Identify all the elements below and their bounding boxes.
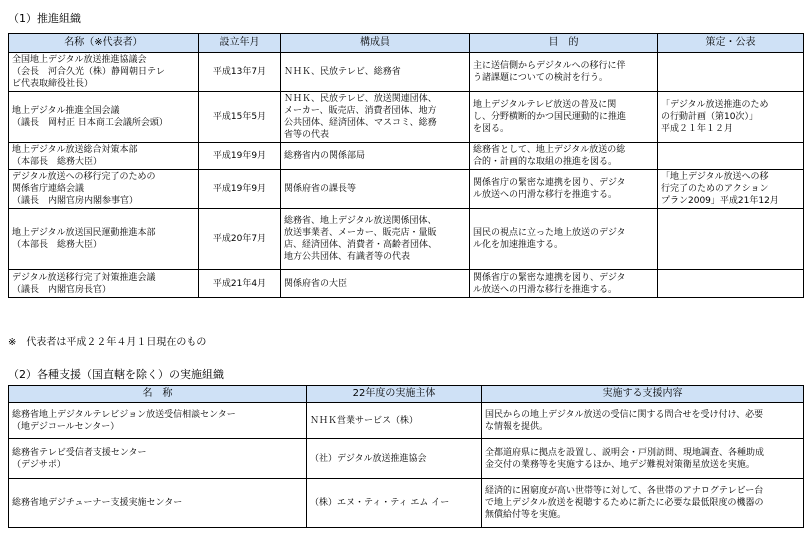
support-content-line: 金交付の業務等を実施するほか、地デジ難視対策衛星放送を実施。	[485, 459, 755, 470]
members	[281, 209, 470, 270]
org-name-line: 地上デジタル推進全国会議	[12, 106, 120, 116]
publication	[658, 92, 804, 143]
publication	[658, 270, 804, 298]
members	[281, 270, 470, 298]
members	[281, 53, 470, 92]
members-line: メーカー、販売店、消費者団体、地方	[284, 106, 437, 116]
purpose-line: ル放送への円滑な移行を推進する。	[473, 190, 618, 200]
purpose-line: 総務省として、地上デジタル放送の総	[473, 145, 626, 155]
section2-title: （2）各種支援（国直轄を除く）の実施組織	[8, 368, 224, 381]
established-date: 平成13年7月	[199, 53, 281, 92]
publication	[658, 143, 804, 170]
members-line: 総務省、地上デジタル放送関係団体、	[284, 216, 437, 226]
publication-line: 「地上デジタル放送への移	[661, 172, 769, 182]
purpose-line: 地上デジタルテレビ放送の普及に関	[473, 100, 617, 110]
purpose	[470, 143, 658, 170]
org-name	[9, 270, 199, 298]
established-date: 平成19年9月	[199, 170, 281, 209]
support-content	[482, 403, 804, 439]
purpose-line: 関係省庁の緊密な連携を図り、デジタ	[473, 178, 626, 188]
members-line: 省等の代表	[284, 130, 330, 140]
org-name-line: （デジサポ）	[12, 459, 66, 470]
org-name-line: 総務省テレビ受信者支援センター	[12, 447, 147, 458]
org-name-line: （議長 岡村正 日本商工会議所会頭）	[12, 118, 168, 128]
established-date: 平成20年7月	[199, 209, 281, 270]
table-row	[9, 209, 804, 270]
established-date: 平成15年5月	[199, 92, 281, 143]
implementing-entity: （株）エヌ・ティ・ティ エム イー	[307, 479, 482, 528]
support-content	[482, 479, 804, 528]
org-name-line: 地上デジタル放送国民運動推進本部	[12, 228, 156, 238]
header-members: 構成員	[281, 34, 470, 53]
promotion-organizations-table	[8, 33, 804, 298]
table-row	[9, 479, 804, 528]
org-name-line: デジタル放送移行完了対策推進会議	[12, 272, 156, 283]
header-support: 実施する支援内容	[482, 386, 804, 403]
publication	[658, 53, 804, 92]
org-name-line: 関係省庁連絡会議	[12, 184, 85, 194]
purpose	[470, 92, 658, 143]
purpose-line: 国民の視点に立った地上放送のデジタ	[473, 228, 626, 238]
table-row	[9, 270, 804, 298]
org-name-line: （会長 河合久光（株）静岡朝日テレ	[12, 67, 165, 77]
purpose	[470, 270, 658, 298]
implementing-entity: （社）デジタル放送推進協会	[307, 439, 482, 479]
org-name-line: （議長 内閣官房長官）	[12, 284, 112, 295]
members	[281, 92, 470, 143]
purpose-line: 主に送信側からデジタルへの移行に伴	[473, 61, 626, 71]
support-content-line: な情報を提供。	[485, 421, 549, 432]
org-name	[9, 92, 199, 143]
purpose-line: 合的・計画的な取組の推進を図る。	[473, 157, 618, 167]
org-name-line: （本部長 総務大臣）	[12, 240, 103, 250]
purpose-line: 関係省庁の緊密な連携を図り、デジタ	[473, 272, 626, 283]
org-name	[9, 53, 199, 92]
org-name-line: （議長 内閣官房内閣参事官）	[12, 196, 139, 206]
table-row	[9, 439, 804, 479]
members-line: 公共団体、経済団体、マスコミ、総務	[284, 118, 437, 128]
support-content-line: 国民からの地上デジタル放送の受信に関する問合せを受け付け、必要	[485, 409, 764, 420]
support-content-line: 全都道府県に拠点を設置し、説明会・戸別訪問、現地調査、各種助成	[485, 447, 765, 458]
footnote: ※ 代表者は平成２２年４月１日現在のもの	[8, 337, 207, 348]
members-line: 放送事業者、メーカー、販売店・量販	[284, 228, 437, 238]
purpose-line: を図る。	[473, 124, 510, 134]
org-name-line: 全国地上デジタル放送推進協議会	[12, 55, 147, 65]
org-name-line: 総務省地上デジタルテレビジョン放送受信相談センター	[12, 409, 236, 420]
org-name	[9, 143, 199, 170]
support-organizations-table	[8, 385, 804, 528]
section1-title: （1）推進組織	[8, 12, 81, 25]
members	[281, 170, 470, 209]
org-name	[9, 479, 307, 528]
header-established: 設立年月	[199, 34, 281, 53]
org-name-line: 総務省地デジチューナー支援実施センター	[12, 498, 183, 508]
org-name	[9, 439, 307, 479]
publication-line: 平成２１年１２月	[661, 124, 734, 134]
support-content-line: 無償給付等を実施。	[485, 510, 567, 520]
header-purpose: 目 的	[470, 34, 658, 53]
members-line: 地方公共団体、有識者等の代表	[284, 252, 411, 262]
publication-line: の行動計画（第10次）」	[661, 112, 758, 122]
org-name-line: （地デジコールセンター）	[12, 421, 120, 432]
support-content-line: 経済的に困窮度が高い世帯等に対して、各世帯のアナログテレビー台	[485, 486, 764, 496]
purpose	[470, 53, 658, 92]
support-content	[482, 439, 804, 479]
table-row	[9, 403, 804, 439]
header-name: 名 称	[9, 386, 307, 403]
org-name-line: 地上デジタル放送総合対策本部	[12, 145, 138, 155]
members-line: ＮＨＫ、民放テレビ、総務省	[284, 67, 401, 77]
purpose-line: ル化を加速推進する。	[473, 240, 564, 250]
org-name-line: （本部長 総務大臣）	[12, 157, 103, 167]
table-row	[9, 143, 804, 170]
members-line: 総務省内の関係部局	[284, 151, 366, 161]
publication-line: 行完了のためのアクション	[661, 184, 769, 194]
header-name: 名称（※代表者）	[9, 34, 199, 53]
publication-line: 「デジタル放送推進のため	[661, 100, 769, 110]
members-line: 関係府省の大臣	[284, 278, 348, 289]
publication	[658, 209, 804, 270]
purpose-line: し、分野横断的かつ国民運動的に推進	[473, 112, 627, 122]
table-row	[9, 92, 804, 143]
members-line: 店、経済団体、消費者・高齢者団体、	[284, 240, 438, 250]
table-row	[9, 53, 804, 92]
publication	[658, 170, 804, 209]
implementing-entity: ＮＨＫ営業サービス（株）	[307, 403, 482, 439]
org-name	[9, 209, 199, 270]
org-name-line: ビ代表取締役社長）	[12, 79, 94, 89]
table-row	[9, 170, 804, 209]
org-name-line: デジタル放送への移行完了のための	[12, 172, 156, 182]
header-publication: 策定・公表	[658, 34, 804, 53]
publication-line: プラン2009」平成21年12月	[661, 196, 779, 206]
purpose-line: う諸課題についての検討を行う。	[473, 73, 608, 83]
established-date: 平成21年4月	[199, 270, 281, 298]
org-name	[9, 170, 199, 209]
purpose	[470, 170, 658, 209]
members	[281, 143, 470, 170]
header-entity: 22年度の実施主体	[307, 386, 482, 403]
org-name	[9, 403, 307, 439]
members-line: 関係府省の課長等	[284, 184, 357, 194]
support-content-line: で地上デジタル放送を視聴するために新たに必要な最低限度の機器の	[485, 498, 764, 508]
purpose-line: ル放送への円滑な移行を推進する。	[473, 284, 618, 295]
purpose	[470, 209, 658, 270]
established-date: 平成19年9月	[199, 143, 281, 170]
members-line: ＮＨＫ、民放テレビ、放送関連団体、	[284, 94, 437, 104]
